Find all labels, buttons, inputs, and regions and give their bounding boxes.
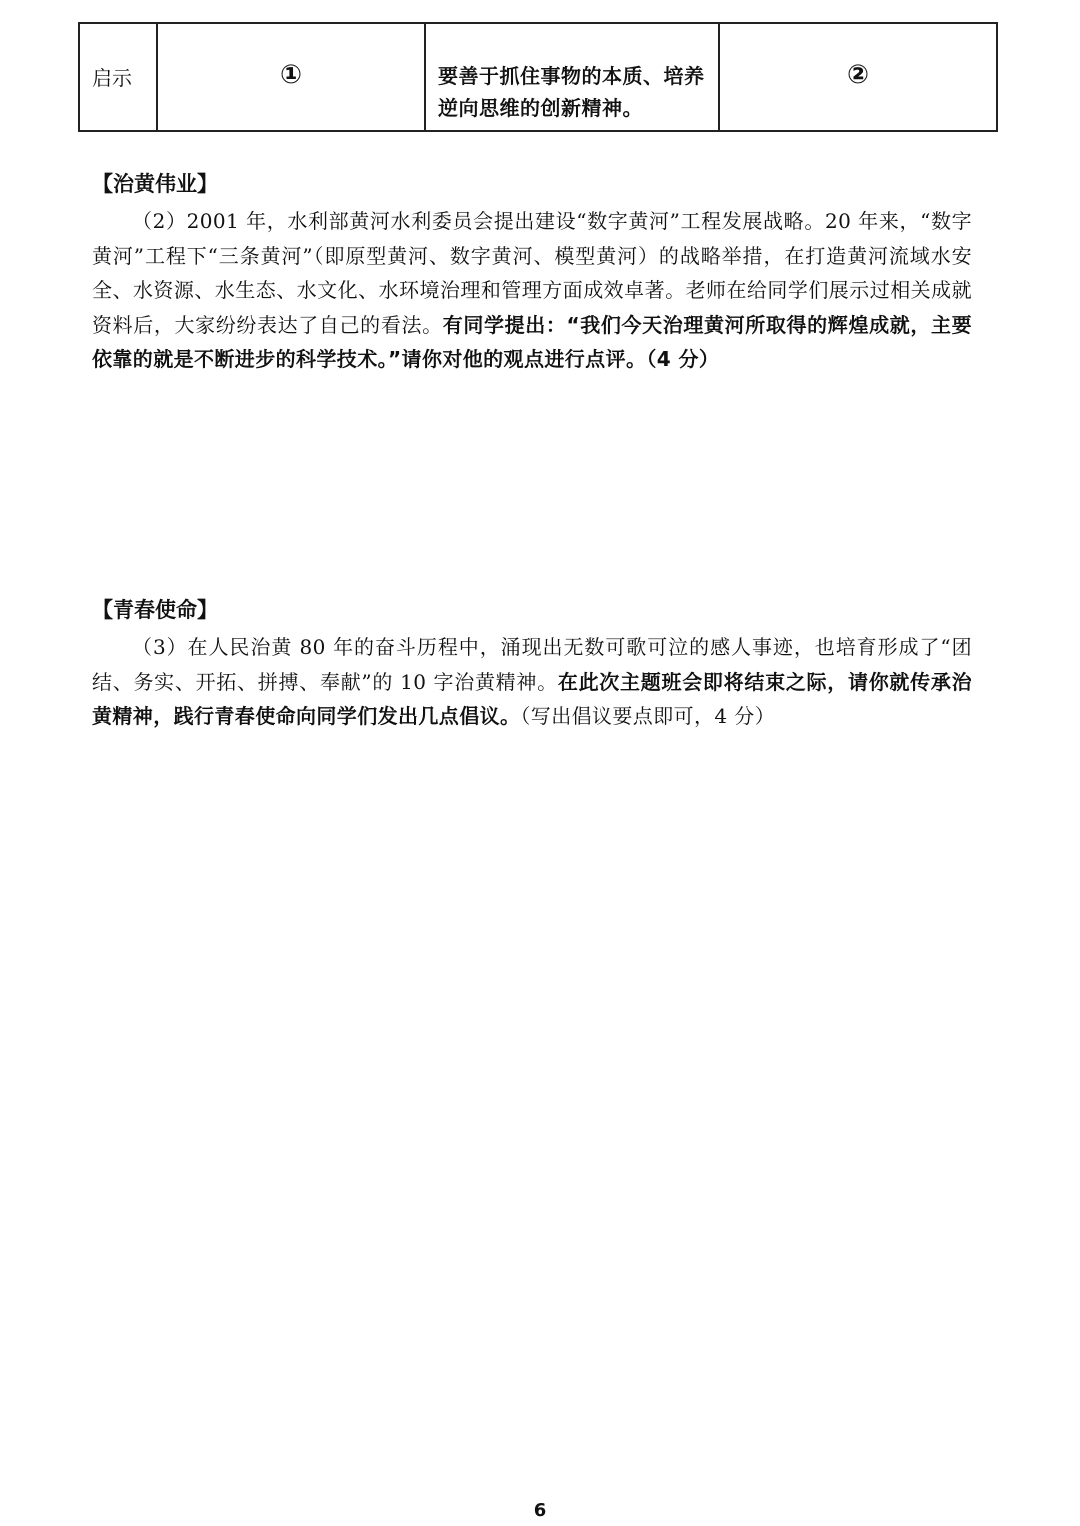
question-score: （写出倡议要点即可，4 分） [520,704,776,728]
question-text: （3）在人民治黄 80 年的奋斗历程中，涌现出无数可歌可泣的感人事迹，也培育形成了“团结、务实、开拓、拼搏、奉献”的 10 字治黄精神。 [92,635,972,694]
section-governance [92,168,972,377]
hint-table [78,22,998,132]
question-score: （4 分） [646,347,720,371]
insight-text: 要善于抓住事物的本质、培养逆向思维的创新精神。 [438,64,705,120]
question-2 [92,204,972,377]
question-emphasis: 有同学提出：“我们今天治理黄河所取得的辉煌成就，主要依靠的就是不断进步的科学技术。”请你对他的观点进行点评。 [92,312,972,371]
table-row [79,23,997,131]
circled-number-2: ② [846,60,869,90]
question-3 [92,630,972,734]
question-text: （2）2001 年，水利部黄河水利委员会提出建设“数字黄河”工程发展战略。20 年来，“数字黄河”工程下“三条黄河”（即原型黄河、数字黄河、模型黄河）的战略举措，在打造黄河流域水安全、水资源、水生态、水文化、水环境治理和管理方面成效卓著。老师在给同学们展示过相关成就资料后，大家纷纷表达了自己的看法。 [92,209,972,337]
answer-blank-2 [719,23,997,131]
circled-number-1: ① [279,60,302,90]
label-cell [79,23,157,131]
hint-table-container [78,22,998,132]
section-title: 【青春使命】 [92,598,218,622]
section-youth-mission [92,594,972,734]
question-emphasis: 在此次主题班会即将结束之际，请你就传承治黄精神，践行青春使命向同学们发出几点倡议。 [92,669,973,728]
answer-blank-1 [157,23,425,131]
page-number: 6 [533,1500,547,1521]
section-title: 【治黄伟业】 [92,172,218,196]
hint-label: 启示 [92,66,132,90]
insight-cell [425,23,719,131]
